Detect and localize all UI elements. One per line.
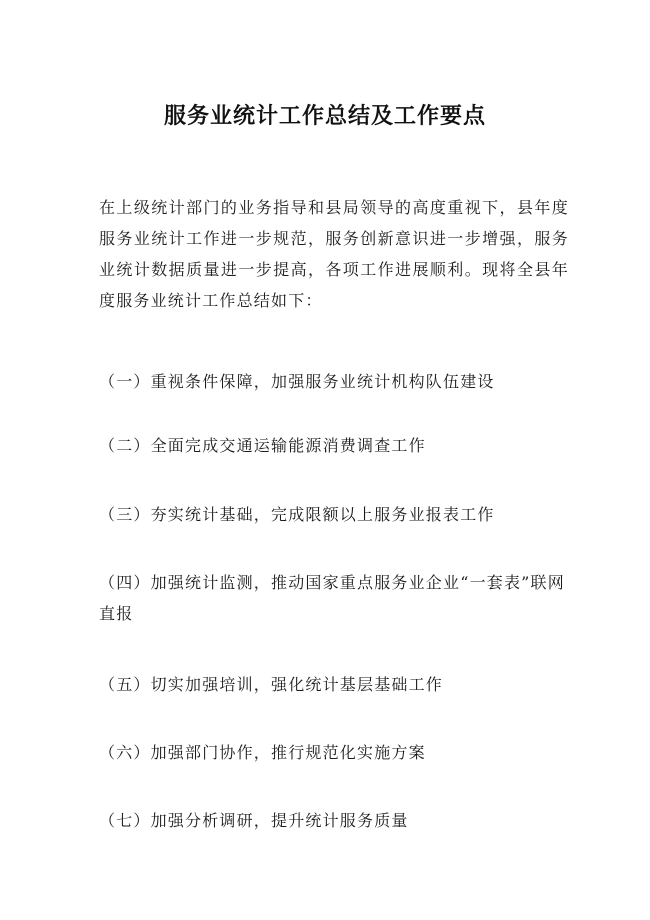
section-heading: （四）加强统计监测，推动国家重点服务业企业“一套表”联网直报 xyxy=(99,573,565,623)
section-heading: （七）加强分析调研，提升统计服务质量 xyxy=(99,811,409,830)
section-heading: （五）切实加强培训，强化统计基层基础工作 xyxy=(99,675,444,694)
document-title: 服务业统计工作总结及工作要点 xyxy=(163,104,486,129)
section-heading: （一）重视条件保障，加强服务业统计机构队伍建设 xyxy=(99,372,495,391)
section-heading: （三）夯实统计基础，完成限额以上服务业报表工作 xyxy=(99,505,495,524)
intro-paragraph: 在上级统计部门的业务指导和县局领导的高度重视下，县年度服务业统计工作进一步规范，服务创新意识进一步增强，服务业统计数据质量进一步提高，各项工作进展顺利。现将全县年度服务业统计工作总结如下： xyxy=(99,198,569,310)
section-heading: （二）全面完成交通运输能源消费调查工作 xyxy=(99,436,426,455)
section-heading: （六）加强部门协作，推行规范化实施方案 xyxy=(99,743,426,762)
